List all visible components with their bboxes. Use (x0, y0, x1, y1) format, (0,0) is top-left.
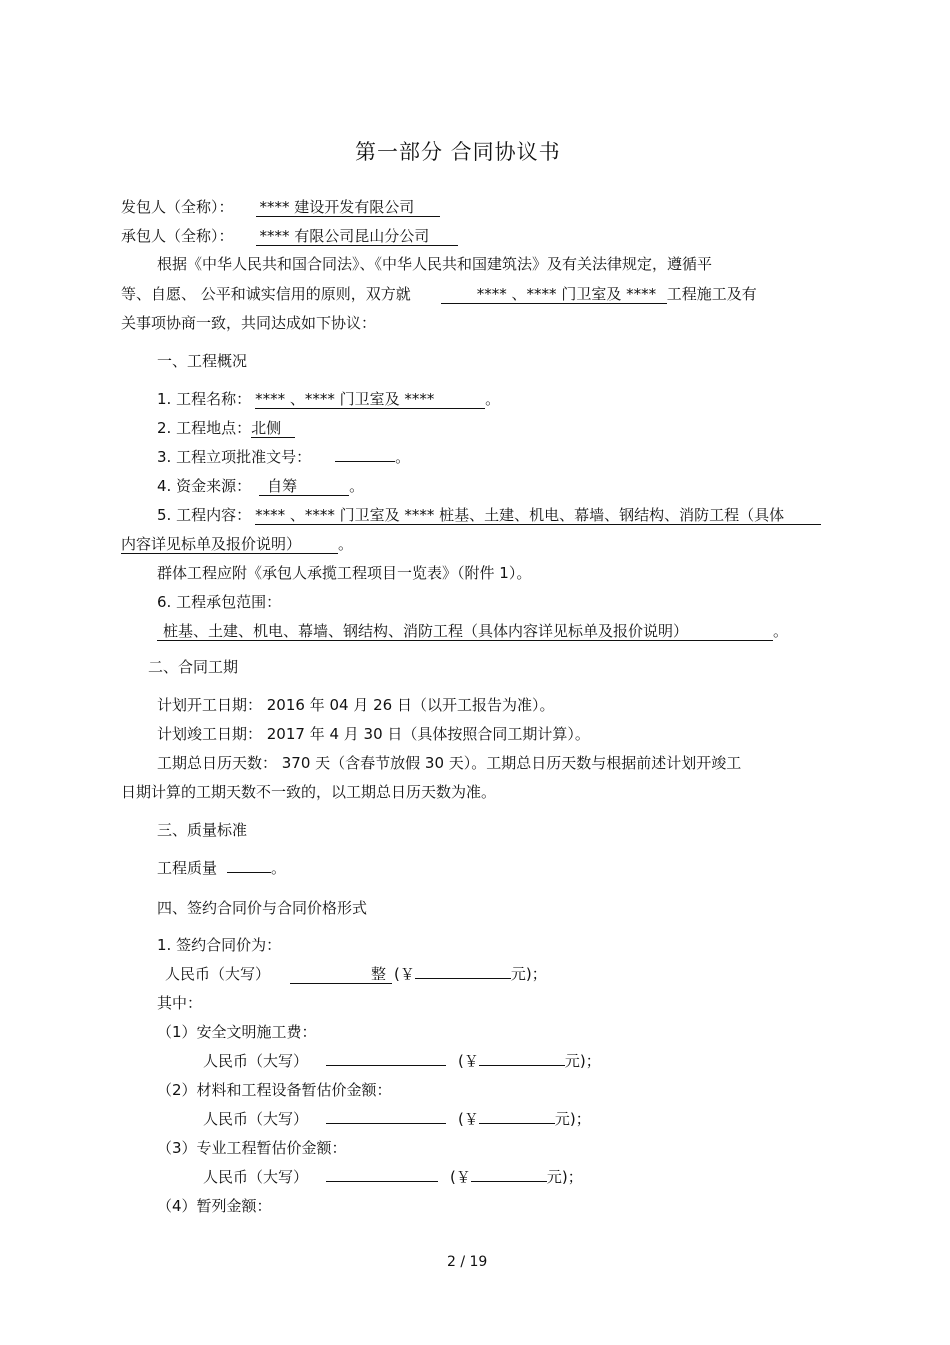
planned-finish-date: 计划竣工日期： 2017 年 4 月 30 日（具体按照合同工期计算）。 (157, 725, 590, 743)
specialty-estimate-row (203, 1167, 583, 1187)
page-number: 2 / 19 (447, 1254, 488, 1270)
contract-price-label: 1. 签约合同价为： (157, 936, 282, 954)
fund-source-label: 4. 资金来源： (157, 477, 252, 495)
rmb-label: 人民币（大写） (165, 965, 271, 983)
project-content-label: 5. 工程内容： (157, 506, 252, 524)
yuan-close: 元)； (554, 1110, 591, 1128)
yen-amount-value (415, 978, 511, 979)
quality-label: 工程质量 (157, 859, 218, 877)
fund-source-value: 自筹 (259, 477, 349, 496)
material-estimate-row (203, 1109, 591, 1129)
quality-value (227, 872, 271, 873)
fund-source-row (157, 476, 364, 496)
scope-row (157, 621, 788, 641)
scope-value: 桩基、土建、机电、幕墙、钢结构、消防工程（具体内容详见标单及报价说明） (157, 622, 773, 641)
safety-fee-uppercase (326, 1065, 446, 1066)
period-mark: 。 (338, 535, 354, 553)
safety-fee-row (203, 1051, 601, 1071)
period-mark: 。 (271, 859, 287, 877)
contractor-value: **** 有限公司昆山分公司 (256, 227, 458, 246)
intro-line-2 (121, 284, 757, 304)
yuan-close: 元)； (564, 1052, 601, 1070)
scope-label: 6. 工程承包范围： (157, 593, 282, 611)
employer-label: 发包人（全称）： (121, 198, 234, 216)
project-name-value: **** 、**** 门卫室及 **** (255, 390, 485, 409)
project-content-value-2: 内容详见标单及报价说明） (121, 535, 338, 554)
project-content-row (157, 505, 821, 525)
project-content-value-1: **** 、**** 门卫室及 **** 桩基、土建、机电、幕墙、钢结构、消防工程（具体 (255, 506, 821, 525)
period-mark: 。 (773, 622, 789, 640)
rmb-label: 人民币（大写） (203, 1052, 309, 1070)
contractor-label: 承包人（全称）： (121, 227, 234, 245)
rmb-label: 人民币（大写） (203, 1168, 309, 1186)
yuan-close: 元)； (546, 1168, 583, 1186)
yen-open: (￥ (458, 1110, 479, 1128)
yuan-close: 元)； (510, 965, 547, 983)
section-2-heading: 二、合同工期 (148, 658, 239, 676)
period-mark: 。 (349, 477, 365, 495)
contract-price-row (165, 964, 547, 984)
period-mark: 。 (485, 390, 501, 408)
intro-line-1: 根据《中华人民共和国合同法》、《中华人民共和国建筑法》及有关法律规定，遵循平 (157, 255, 713, 273)
rmb-label: 人民币（大写） (203, 1110, 309, 1128)
period-mark: 。 (395, 448, 411, 466)
section-4-heading: 四、签约合同价与合同价格形式 (157, 899, 368, 917)
project-content-row-2 (121, 534, 353, 554)
project-name-row (157, 389, 500, 409)
contractor-row (121, 226, 458, 246)
project-location-label: 2. 工程地点： (157, 419, 252, 437)
approval-number-row (157, 447, 410, 467)
safety-fee-amount (479, 1065, 565, 1066)
project-name-label: 1. 工程名称： (157, 390, 252, 408)
rmb-uppercase-value: 整 (290, 965, 392, 984)
specialty-estimate-amount (471, 1181, 547, 1182)
material-estimate-amount (479, 1123, 555, 1124)
yen-open: (￥ (450, 1168, 471, 1186)
group-project-text: 群体工程应附《承包人承揽工程项目一览表》（附件 1）。 (157, 564, 532, 582)
intro-project-value: **** 、**** 门卫室及 **** (441, 285, 667, 304)
provisional-sum-label: （4）暂列金额： (157, 1197, 272, 1215)
page-title: 第一部分 合同协议书 (355, 140, 561, 164)
among-label: 其中： (157, 994, 203, 1012)
planned-start-date: 计划开工日期： 2016 年 04 月 26 日（以开工报告为准）。 (157, 696, 555, 714)
specialty-estimate-label: （3）专业工程暂估价金额： (157, 1139, 347, 1157)
specialty-estimate-uppercase (326, 1181, 438, 1182)
total-days-line-2: 日期计算的工期天数不一致的，以工期总日历天数为准。 (121, 783, 497, 801)
project-location-value: 北侧 (251, 419, 295, 438)
intro-line-3: 关事项协商一致，共同达成如下协议： (121, 314, 377, 332)
section-3-heading: 三、质量标准 (157, 821, 248, 839)
employer-value: **** 建设开发有限公司 (256, 198, 440, 217)
yen-open: (￥ (394, 965, 415, 983)
intro-line-2-prefix: 等、自愿、 公平和诚实信用的原则，双方就 (121, 285, 411, 303)
material-estimate-uppercase (326, 1123, 446, 1124)
quality-row (157, 858, 286, 878)
approval-number-label: 3. 工程立项批准文号： (157, 448, 312, 466)
safety-fee-label: （1）安全文明施工费： (157, 1023, 317, 1041)
material-estimate-label: （2）材料和工程设备暂估价金额： (157, 1081, 392, 1099)
intro-line-2-suffix: 工程施工及有 (666, 285, 757, 303)
approval-number-value (335, 461, 395, 462)
section-1-heading: 一、工程概况 (157, 352, 248, 370)
employer-row (121, 197, 440, 217)
project-location-row (157, 418, 295, 438)
yen-open: (￥ (458, 1052, 479, 1070)
total-days-line-1: 工期总日历天数： 370 天（含春节放假 30 天）。工期总日历天数与根据前述计划开竣工 (157, 754, 742, 772)
